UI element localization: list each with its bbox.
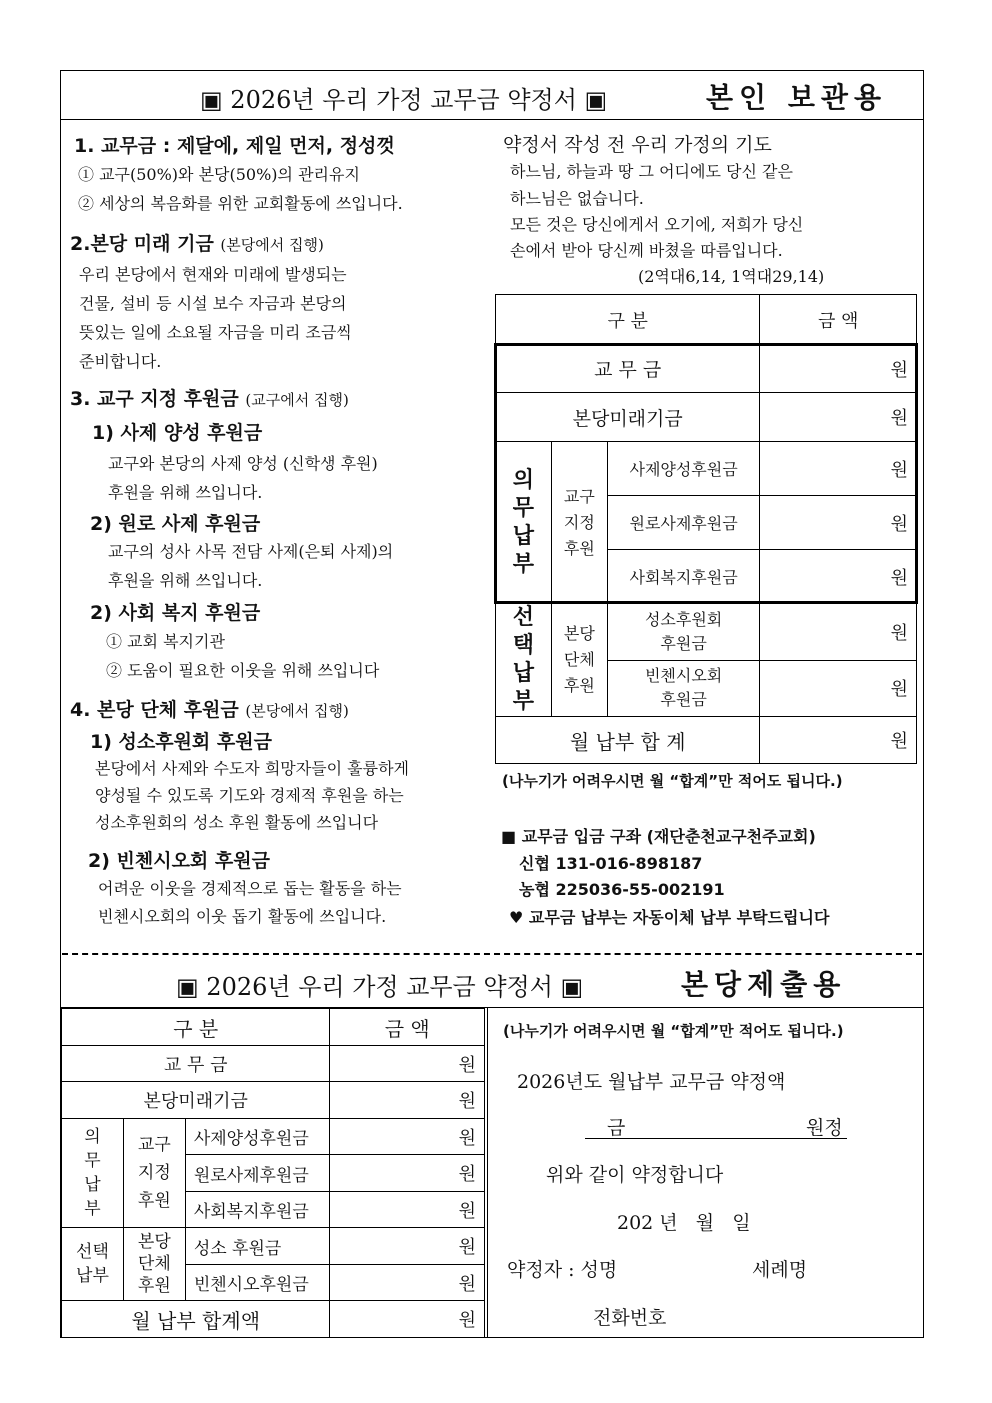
section2-line: 준비합니다. <box>79 352 162 371</box>
col-header-category: 구 분 <box>496 295 760 345</box>
row-d2-amount[interactable]: 원 <box>760 496 917 550</box>
section1-line: ② 세상의 복음화를 위한 교회활동에 쓰입니다. <box>78 194 403 213</box>
row-d2-amount[interactable]: 원 <box>330 1155 485 1192</box>
section3-sub2-line: 후원을 위해 쓰입니다. <box>108 571 263 590</box>
row-p1-amount[interactable]: 원 <box>330 1228 485 1265</box>
col-header-amount: 금 액 <box>330 1009 485 1046</box>
mandatory-label: 의무납부 <box>62 1119 124 1228</box>
section1-line: ① 교구(50%)와 본당(50%)의 관리유지 <box>78 165 360 184</box>
row-total-amount[interactable]: 원 <box>760 717 917 764</box>
parish-label: 본당단체후원 <box>551 604 607 717</box>
row-gyomu-amount[interactable]: 원 <box>330 1046 485 1082</box>
section3-sub2-line: 교구의 성사 사목 전담 사제(은퇴 사제)의 <box>108 542 394 561</box>
row-gyomu-amount[interactable]: 원 <box>760 345 917 393</box>
prayer-reference: (2역대6,14, 1역대29,14) <box>638 267 825 286</box>
section3-sub3-line: ① 교회 복지기관 <box>106 632 225 651</box>
row-p1-label: 성소후원회 후원금 <box>607 604 760 661</box>
section4-sub1-line: 양성될 수 있도록 기도와 경제적 후원을 하는 <box>95 786 404 805</box>
section2-line: 건물, 설비 등 시설 보수 자금과 본당의 <box>79 294 347 313</box>
amount-suffix: 원정 <box>806 1117 843 1139</box>
section3-sub3-line: ② 도움이 필요한 이웃을 위해 쓰입니다 <box>106 661 380 680</box>
row-total-amount[interactable]: 원 <box>330 1301 485 1338</box>
phone-label: 전화번호 <box>593 1307 667 1329</box>
optional-label: 선택납부 <box>496 604 552 717</box>
section2-line: 우리 본당에서 현재와 미래에 발생되는 <box>79 265 347 284</box>
row-d1-label: 사제양성후원금 <box>185 1119 330 1155</box>
row-d2-label: 원로사제후원금 <box>185 1155 330 1192</box>
optional-label: 선택납부 <box>62 1228 124 1301</box>
col-header-category: 구 분 <box>62 1009 330 1046</box>
section2-line: 뜻있는 일에 소요될 자금을 미리 조금씩 <box>79 323 352 342</box>
section1-heading: 1. 교무금 : 제달에, 제일 먼저, 정성껏 <box>74 135 395 157</box>
section2-heading: 2.본당 미래 기금 (본당에서 집행) <box>70 233 324 255</box>
pledge-date[interactable]: 202 년 월 일 <box>617 1212 751 1234</box>
section4-sub1: 1) 성소후원회 후원금 <box>90 731 272 753</box>
row-d3-amount[interactable]: 원 <box>330 1192 485 1228</box>
row-future-amount[interactable]: 원 <box>760 393 917 442</box>
prayer-line: 모든 것은 당신에게서 오기에, 저희가 당신 <box>510 215 804 234</box>
bottom-note: (나누기가 어려우시면 월 “합계”만 적어도 됩니다.) <box>503 1022 844 1040</box>
top-title-keep: 본인 보관용 <box>706 81 887 114</box>
section4-sub1-line: 성소후원회의 성소 후원 활동에 쓰입니다 <box>95 813 379 832</box>
section3-sub1-line: 후원을 위해 쓰입니다. <box>108 483 263 502</box>
cut-line <box>62 953 922 955</box>
row-p1-label: 성소 후원금 <box>185 1228 330 1265</box>
section3-sub1: 1) 사제 양성 후원금 <box>92 422 263 444</box>
bottom-title-submit: 본당제출용 <box>681 968 847 1001</box>
bank-heading: ■ 교무금 입금 구좌 (재단춘천교구천주교회) <box>501 827 816 846</box>
row-gyomu-label: 교 무 금 <box>496 345 760 393</box>
bottom-title: ▣ 2026년 우리 가정 교무금 약정서 ▣ <box>176 973 584 1001</box>
bank-account-1: 신협 131-016-898187 <box>519 854 703 873</box>
diocese-label: 교구지정후원 <box>123 1119 185 1228</box>
prayer-line: 하느님, 하늘과 땅 그 어디에도 당신 같은 <box>510 162 793 181</box>
row-future-label: 본당미래기금 <box>62 1082 330 1119</box>
prayer-line: 손에서 받아 당신께 바쳤을 따름입니다. <box>510 241 783 260</box>
row-d1-amount[interactable]: 원 <box>760 442 917 496</box>
bottom-pledge-table <box>61 1008 485 1338</box>
section4-sub2-line: 어려운 이웃을 경제적으로 돕는 활동을 하는 <box>98 879 402 898</box>
amount-prefix: 금 <box>607 1117 626 1139</box>
baptism-name-label: 세례명 <box>752 1259 808 1281</box>
row-d1-amount[interactable]: 원 <box>330 1119 485 1155</box>
section4-sub2: 2) 빈첸시오회 후원금 <box>88 850 270 872</box>
row-p2-label: 빈첸시오회 후원금 <box>607 660 760 717</box>
row-total-label: 월 납부 합 계 <box>496 717 760 764</box>
mandatory-label: 의무납부 <box>496 442 552 604</box>
row-d3-amount[interactable]: 원 <box>760 550 917 604</box>
row-d3-label: 사회복지후원금 <box>607 550 760 604</box>
row-p2-amount[interactable]: 원 <box>760 660 917 717</box>
row-gyomu-label: 교 무 금 <box>62 1046 330 1082</box>
parish-label: 본당단체후원 <box>123 1228 185 1301</box>
section4-sub2-line: 빈첸시오회의 이웃 돕기 활동에 쓰입니다. <box>98 907 387 926</box>
col-header-amount: 금 액 <box>760 295 917 345</box>
bottom-column-divider <box>487 1008 488 1338</box>
row-p2-label: 빈첸시오후원금 <box>185 1265 330 1301</box>
row-future-amount[interactable]: 원 <box>330 1082 485 1119</box>
pledge-confirm: 위와 같이 약정합니다 <box>546 1164 724 1186</box>
top-note: (나누기가 어려우시면 월 “합계”만 적어도 됩니다.) <box>502 772 843 790</box>
row-p1-amount[interactable]: 원 <box>760 604 917 661</box>
signer-name-label: 약정자 : 성명 <box>507 1259 618 1281</box>
row-d1-label: 사제양성후원금 <box>607 442 760 496</box>
pledge-title: 2026년도 월납부 교무금 약정액 <box>517 1071 786 1093</box>
row-d3-label: 사회복지후원금 <box>185 1192 330 1228</box>
top-pledge-table <box>495 294 917 764</box>
row-p2-amount[interactable]: 원 <box>330 1265 485 1301</box>
row-future-label: 본당미래기금 <box>496 393 760 442</box>
section3-sub1-line: 교구와 본당의 사제 양성 (신학생 후원) <box>108 454 378 473</box>
prayer-heading: 약정서 작성 전 우리 가정의 기도 <box>503 134 772 156</box>
section4-sub1-line: 본당에서 사제와 수도자 희망자들이 훌륭하게 <box>95 759 410 778</box>
prayer-line: 하느님은 없습니다. <box>510 189 644 208</box>
section3-heading: 3. 교구 지정 후원금 (교구에서 집행) <box>70 388 349 410</box>
bank-account-2: 농협 225036-55-002191 <box>519 880 725 899</box>
row-total-label: 월 납부 합계액 <box>62 1301 330 1338</box>
top-title: ▣ 2026년 우리 가정 교무금 약정서 ▣ <box>200 86 608 114</box>
diocese-label: 교구지정후원 <box>551 442 607 604</box>
auto-transfer-note: ♥ 교무금 납부는 자동이체 납부 부탁드립니다 <box>509 908 830 927</box>
section4-heading: 4. 본당 단체 후원금 (본당에서 집행) <box>70 699 349 721</box>
row-d2-label: 원로사제후원금 <box>607 496 760 550</box>
section3-sub2: 2) 원로 사제 후원금 <box>90 513 261 535</box>
section3-sub3: 2) 사회 복지 후원금 <box>90 602 261 624</box>
